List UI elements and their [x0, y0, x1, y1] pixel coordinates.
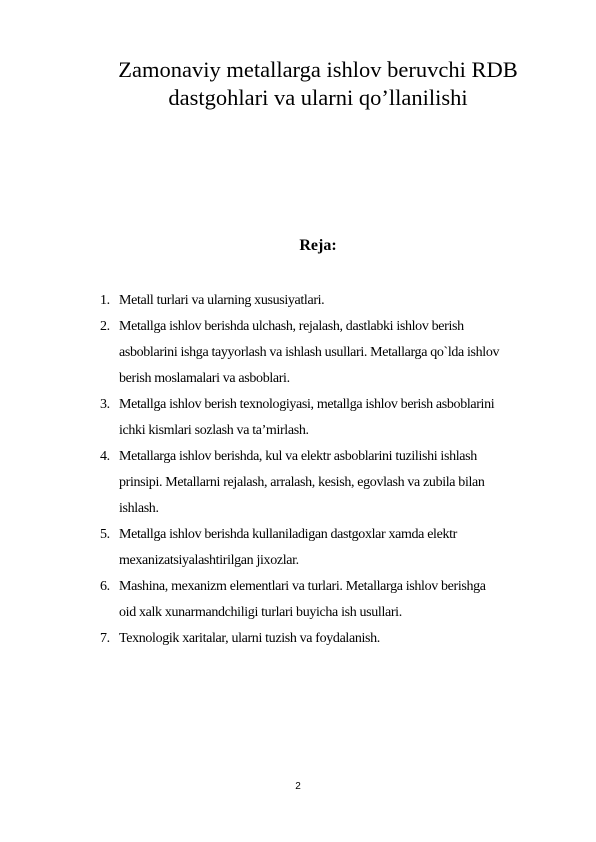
plan-item-text: prinsipi. Metallarni rejalash, arralash, kesish, egovlash va zubila bilan: [119, 475, 485, 490]
plan-item-text: ichki kismlari sozlash va ta’mirlash.: [119, 423, 309, 438]
document-title-line: dastgohlari va ularni qo’llanilishi: [168, 85, 468, 110]
plan-item-text: mexanizatsiyalashtirilgan jixozlar.: [119, 553, 299, 568]
plan-item-number: 4.: [100, 449, 110, 464]
plan-item: [100, 392, 560, 444]
plan-item-number: 5.: [100, 527, 110, 542]
plan-item-number: 3.: [100, 397, 110, 412]
plan-item-number: 2.: [100, 319, 110, 334]
document-title-line: Zamonaviy metallarga ishlov beruvchi RDB: [118, 57, 518, 82]
document-title: [60, 56, 576, 112]
plan-item-text: Metallga ishlov berish texnologiyasi, metallga ishlov berish asboblarini: [119, 397, 495, 412]
plan-item-text: Metallarga ishlov berishda, kul va elektr asboblarini tuzilishi ishlash: [119, 449, 477, 464]
page-number: 2: [295, 781, 301, 792]
plan-item: [100, 574, 560, 626]
plan-item-text: Metall turlari va ularning xususiyatlari.: [119, 293, 325, 308]
plan-item-number: 7.: [100, 631, 110, 646]
plan-item: [100, 314, 560, 392]
plan-heading: Reja:: [299, 237, 337, 254]
plan-item-text: berish moslamalari va asboblari.: [119, 371, 290, 386]
plan-item-text: Metallga ishlov berishda kullaniladigan dastgoxlar xamda elektr: [119, 527, 457, 542]
plan-item: [100, 288, 560, 314]
plan-item-text: Metallga ishlov berishda ulchash, rejalash, dastlabki ishlov berish: [119, 319, 464, 334]
plan-item-text: Texnologik xaritalar, ularni tuzish va foydalanish.: [119, 631, 380, 646]
plan-item: [100, 626, 560, 652]
plan-item-text: ishlash.: [119, 501, 159, 516]
plan-item-text: asboblarini ishga tayyorlash va ishlash usullari. Metallarga qo`lda ishlov: [119, 345, 500, 360]
plan-list: [100, 288, 560, 652]
plan-item-text: oid xalk xunarmandchiligi turlari buyicha ish usullari.: [119, 605, 402, 620]
plan-item-text: Mashina, mexanizm elementlari va turlari. Metallarga ishlov berishga: [119, 579, 486, 594]
plan-item: [100, 444, 560, 522]
plan-item-number: 1.: [100, 293, 110, 308]
plan-item-number: 6.: [100, 579, 110, 594]
plan-item: [100, 522, 560, 574]
